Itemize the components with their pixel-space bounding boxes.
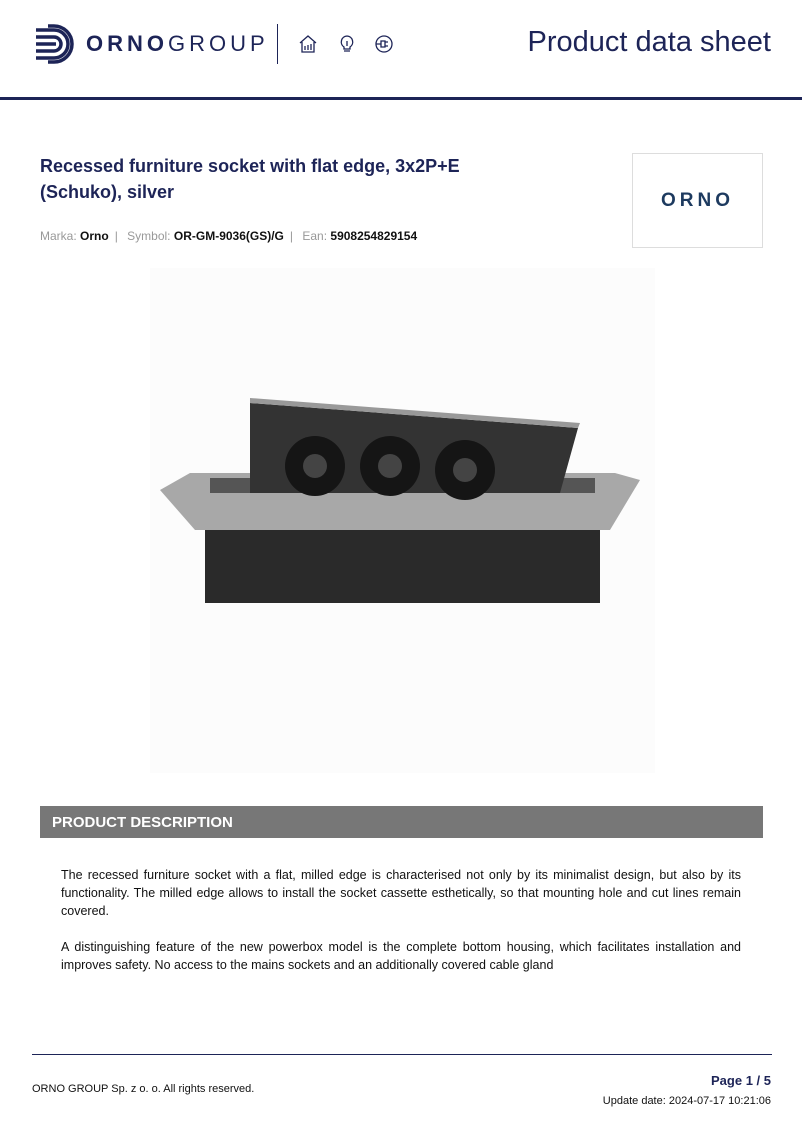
marka-label: Marka: <box>40 229 77 243</box>
separator: | <box>289 229 294 243</box>
bulb-icon <box>337 34 357 54</box>
product-description <box>61 866 741 992</box>
product-image <box>150 268 655 773</box>
symbol-label: Symbol: <box>127 229 171 243</box>
divider <box>277 24 278 64</box>
page-number: Page 1 / 5 <box>711 1073 771 1088</box>
ean-value: 5908254829154 <box>330 229 418 243</box>
document-title: Product data sheet <box>527 26 771 58</box>
copyright: ORNO GROUP Sp. z o. o. All rights reserved. <box>32 1083 255 1095</box>
product-title: Recessed furniture socket with flat edge, 3x2P+E (Schuko), silver <box>40 156 460 202</box>
update-date: Update date: 2024-07-17 10:21:06 <box>602 1095 771 1107</box>
description-paragraph: A distinguishing feature of the new powerbox model is the complete bottom housing, which facilitates installation and improves safety. No access to the mains sockets and an additionally covered cable gland <box>61 940 741 972</box>
ean-label: Ean: <box>302 229 328 243</box>
header <box>0 0 802 100</box>
footer-divider <box>32 1054 772 1055</box>
description-paragraph: The recessed furniture socket with a flat, milled edge is characterised not only by its minimalist design, but also by its functionality. The milled edge allows to install the socket cassette esthetically, so that mounting hole and cut lines remain covered. <box>61 868 741 918</box>
product-meta <box>40 229 417 243</box>
section-header: PRODUCT DESCRIPTION <box>40 806 763 838</box>
smart-home-icon <box>298 34 318 54</box>
orno-group-logo <box>34 24 269 64</box>
logo-mark-icon <box>34 24 74 64</box>
plug-icon <box>374 34 394 54</box>
separator: | <box>114 229 118 243</box>
symbol-value: OR-GM-9036(GS)/G <box>173 229 284 243</box>
brand-logo-box: ORNO <box>632 153 763 248</box>
marka-value: Orno <box>80 229 109 243</box>
brand-name: ORNOGROUP <box>86 31 269 56</box>
